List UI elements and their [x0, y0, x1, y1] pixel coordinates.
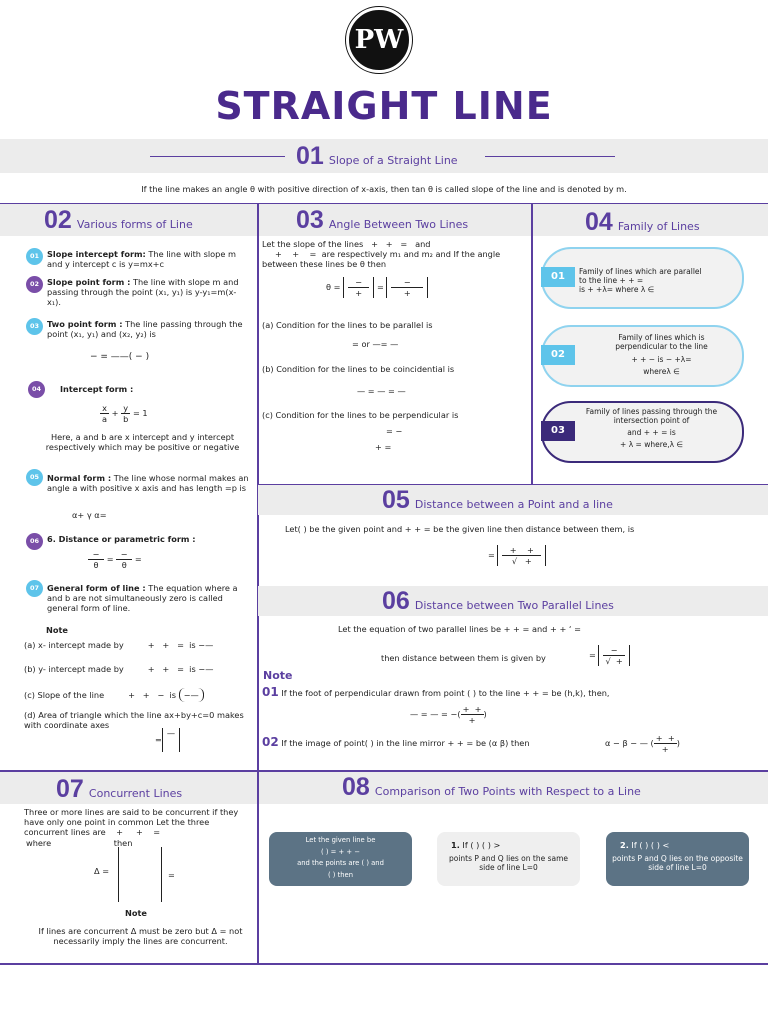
- note-b: (b) y- intercept made by + + = is −—: [24, 664, 214, 674]
- note-d-formula: =—: [155, 728, 180, 752]
- general-form-label: General form of line :: [47, 583, 146, 593]
- family-card-2: [541, 325, 744, 387]
- section-08-header: [342, 773, 641, 802]
- slope-point-text: The line with slope m and passing through the point (x₁, y₁) is y-y₁=m(x-x₁).: [47, 277, 239, 307]
- condition-perpendicular-eq2: + =: [375, 442, 392, 452]
- note-label-06: Note: [263, 669, 293, 682]
- badge-05: 05: [26, 469, 43, 486]
- note-06-2-formula: α − β − — ( $\frac{+ +}{+}$ ): [605, 733, 680, 754]
- section-01-number: 01: [296, 142, 324, 170]
- note-c: (c) Slope of the line + + − is −—: [24, 688, 204, 702]
- family-card-1: [541, 247, 744, 309]
- concurrent-note: If lines are concurrent Δ must be zero but Δ = not necessarily imply the lines are concurrent.: [38, 926, 243, 946]
- intercept-form-label: Intercept form :: [60, 384, 134, 394]
- intercept-formula: $\frac{x}{a}$ + $\frac{y}{b}$ = 1: [102, 403, 148, 424]
- pw-logo: [346, 7, 412, 73]
- section-08-title: Comparison of Two Points with Respect to a Line: [374, 785, 641, 798]
- angle-intro: Let the slope of the lines + + = and + + = are respectively m₁ and m₂ and If the angle between these lines be θ then: [262, 239, 501, 269]
- slope-intercept-form: [47, 249, 247, 269]
- concurrent-text: Three or more lines are said to be concurrent if they have only one point in common Let the three concurrent lines are + + =: [24, 807, 239, 837]
- two-point-formula: − = ——( − ): [90, 352, 150, 362]
- badge-04: 04: [28, 381, 45, 398]
- slope-point-form: [47, 277, 247, 307]
- concurrent-determinant: [118, 847, 162, 902]
- section-01-title: Slope of a Straight Line: [328, 154, 458, 167]
- section-06-title: Distance between Two Parallel Lines: [414, 599, 614, 612]
- general-form: [47, 583, 252, 613]
- distance-point-line-formula: = $\frac{+ +}{√ +}$: [488, 545, 546, 566]
- slope-point-label: Slope point form :: [47, 277, 131, 287]
- section-04-number: 04: [585, 208, 613, 236]
- section-07-header: [56, 775, 182, 804]
- section-03-title: Angle Between Two Lines: [328, 218, 469, 231]
- normal-form-text: The line whose normal makes an angle a with positive x axis and has length =p is: [47, 473, 249, 493]
- concurrent-equals: =: [168, 870, 175, 880]
- condition-parallel-eq: = or —= —: [352, 339, 399, 349]
- comparison-box-opposite-side: 2. If ( ) ( ) < points P and Q lies on the opposite side of line L=0: [606, 832, 749, 886]
- parametric-formula: $\frac{-}{\theta}$ = $\frac{-}{\theta}$ =: [90, 549, 142, 570]
- condition-perpendicular-eq1: = −: [386, 426, 403, 436]
- section-04-title: Family of Lines: [617, 220, 700, 233]
- two-point-form: [47, 319, 252, 339]
- section-02-title: Various forms of Line: [76, 218, 193, 231]
- parallel-lines-text1: Let the equation of two parallel lines be + + = and + + ‘ =: [338, 624, 581, 634]
- section-07-title: Concurrent Lines: [88, 787, 183, 800]
- page-title: STRAIGHT LINE: [215, 84, 553, 128]
- condition-coincident-eq: — = — = —: [357, 386, 406, 396]
- section-05-number: 05: [382, 486, 410, 514]
- note-06-1-formula: — = — = −( $\frac{+ +}{+}$ ): [410, 704, 487, 725]
- two-point-text: The line passing through the point (x₁, y₁) and (x₂, y₂) is: [47, 319, 243, 339]
- section-02-number: 02: [44, 206, 72, 234]
- normal-formula: α+ γ α=: [72, 510, 107, 520]
- badge-07: 07: [26, 580, 43, 597]
- slope-definition: If the line makes an angle θ with positive direction of x-axis, then tan θ is called slope of the line and is denoted by m.: [141, 184, 627, 194]
- note-06-1: 01 If the foot of perpendicular drawn from point ( ) to the line + + = be (h,k), then,: [262, 685, 610, 699]
- badge-02: 02: [26, 276, 43, 293]
- section-01-header: [296, 142, 458, 171]
- normal-form: [47, 473, 252, 493]
- general-form-text: The equation where a and b are not simultaneously zero is called general form of line.: [47, 583, 238, 613]
- section-07-number: 07: [56, 775, 84, 803]
- slope-intercept-label: Slope intercept form:: [47, 249, 146, 259]
- family-card-2-text: Family of lines which is perpendicular to the line + + − is − +λ= whereλ ∈: [615, 333, 708, 376]
- note-label-02: Note: [46, 625, 68, 635]
- slope-intercept-text: The line with slope m and y intercept c is y=mx+c: [47, 249, 236, 269]
- family-card-1-text: Family of lines which are parallel to the line + + = is + +λ= where λ ∈: [579, 267, 702, 294]
- normal-form-label: Normal form :: [47, 473, 112, 483]
- section-05-header: [382, 486, 613, 515]
- intercept-note: Here, a and b are x intercept and y intercept respectively which may be positive or negative: [45, 432, 240, 452]
- family-tag-3: 03: [541, 421, 575, 441]
- family-card-3-text: Family of lines passing through the intersection point of and + + = is + λ = where,λ ∈: [585, 407, 718, 449]
- logo-letters: PW: [354, 25, 404, 55]
- badge-01: 01: [26, 248, 43, 265]
- section-06-header: [382, 587, 614, 616]
- note-06-2: 02 If the image of point( ) in the line mirror + + = be (α β) then: [262, 735, 530, 749]
- section-08-number: 08: [342, 773, 370, 801]
- section-02-header: [44, 206, 193, 235]
- intercept-equals: = 1: [132, 408, 148, 418]
- concurrent-note-label: Note: [125, 908, 147, 918]
- two-point-label: Two point form :: [47, 319, 123, 329]
- note-a: (a) x- intercept made by + + = is −—: [24, 640, 214, 650]
- note-d: (d) Area of triangle which the line ax+by+c=0 makes with coordinate axes: [24, 710, 244, 730]
- section-06-number: 06: [382, 587, 410, 615]
- comparison-box-same-side: 1. If ( ) ( ) > points P and Q lies on the same side of line L=0: [437, 832, 580, 886]
- badge-06: 06: [26, 533, 43, 550]
- section-05-title: Distance between a Point and a line: [414, 498, 613, 511]
- angle-formula: θ = $\frac{-}{+}$ = $\frac{-}{+}$: [326, 277, 428, 298]
- condition-coincident: (b) Condition for the lines to be coincidential is: [262, 364, 455, 374]
- condition-perpendicular: (c) Condition for the lines to be perpendicular is: [262, 410, 459, 420]
- section-04-header: [585, 208, 700, 237]
- section-03-number: 03: [296, 206, 324, 234]
- family-tag-1: 01: [541, 267, 575, 287]
- section-03-header: [296, 206, 468, 235]
- distance-point-line-text: Let( ) be the given point and + + = be the given line then distance between them, is: [285, 524, 635, 534]
- parametric-form-label: 6. Distance or parametric form :: [47, 534, 196, 544]
- family-tag-2: 02: [541, 345, 575, 365]
- family-card-3: [541, 401, 744, 463]
- parallel-lines-text2: then distance between them is given by: [381, 653, 546, 663]
- comparison-box-intro: Let the given line be ( ) = + + − and the points are ( ) and ( ) then: [269, 832, 412, 886]
- concurrent-delta: Δ =: [94, 866, 110, 876]
- parallel-lines-formula: = $\frac{-}{√ +}$: [589, 645, 630, 666]
- concurrent-where: where then: [26, 838, 133, 848]
- condition-parallel: (a) Condition for the lines to be parallel is: [262, 320, 433, 330]
- badge-03: 03: [26, 318, 43, 335]
